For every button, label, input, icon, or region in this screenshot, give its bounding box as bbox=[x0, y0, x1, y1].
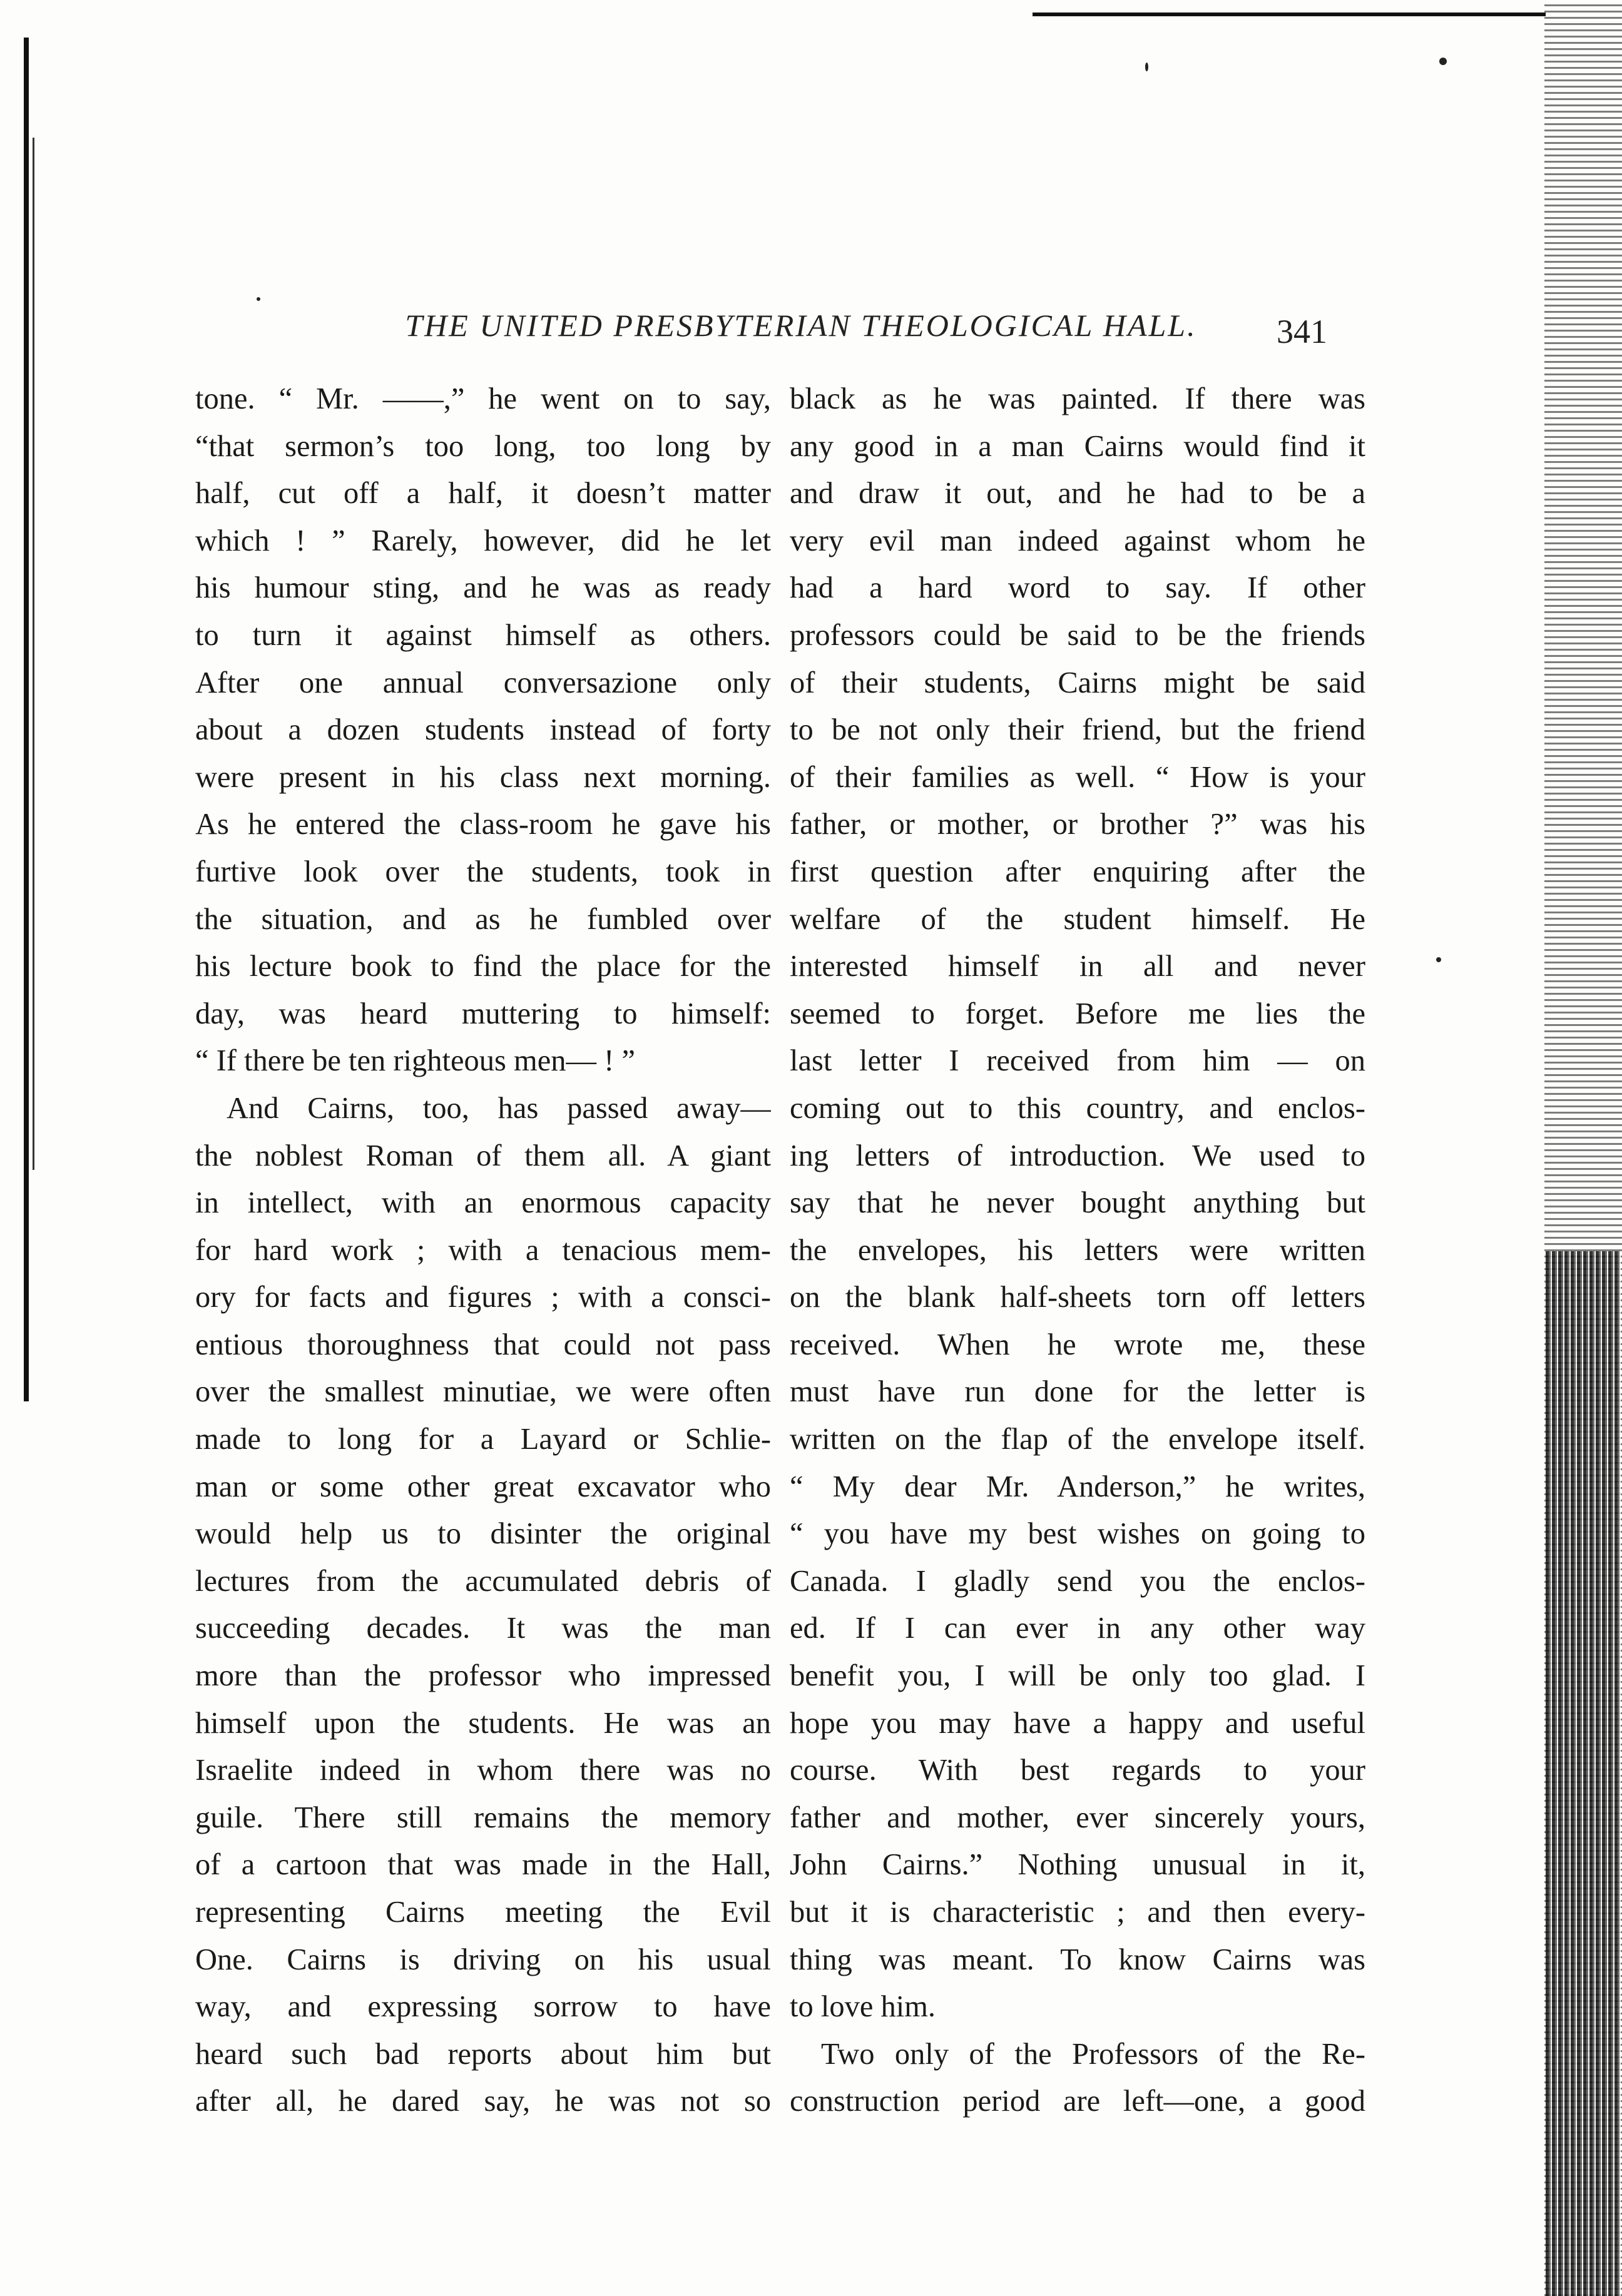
text-line: had a hard word to say. If other bbox=[790, 571, 1365, 605]
text-line: lectures from the accumulated debris of bbox=[195, 1564, 771, 1598]
text-line: day, was heard muttering to himself: bbox=[195, 997, 771, 1030]
text-line: John Cairns.” Nothing unusual in it, bbox=[790, 1848, 1365, 1882]
text-line: benefit you, I will be only too glad. I bbox=[790, 1659, 1365, 1693]
text-line: “ If there be ten righteous men— ! ” bbox=[195, 1044, 635, 1078]
text-line: after all, he dared say, he was not so bbox=[195, 2085, 771, 2118]
text-line: of their families as well. “ How is your bbox=[790, 760, 1365, 794]
text-line: guile. There still remains the memory bbox=[195, 1801, 771, 1834]
text-line: which ! ” Rarely, however, did he let bbox=[195, 524, 771, 557]
text-line: the envelopes, his letters were written bbox=[790, 1233, 1365, 1267]
text-line: last letter I received from him — on bbox=[790, 1044, 1365, 1078]
text-line: to turn it against himself as others. bbox=[195, 618, 771, 652]
text-line: to love him. bbox=[790, 1990, 936, 2024]
text-line: to be not only their friend, but the friend bbox=[790, 713, 1365, 747]
text-line: Two only of the Professors of the Re- bbox=[821, 2037, 1365, 2071]
text-line: representing Cairns meeting the Evil bbox=[195, 1896, 771, 1929]
text-line: ed. If I can ever in any other way bbox=[790, 1612, 1365, 1645]
scan-edge-line-left bbox=[33, 138, 34, 1170]
scan-speck bbox=[257, 297, 260, 301]
text-line: Israelite indeed in whom there was no bbox=[195, 1754, 771, 1787]
text-line: received. When he wrote me, these bbox=[790, 1328, 1365, 1361]
text-line: Canada. I gladly send you the enclos- bbox=[790, 1564, 1365, 1598]
text-line: way, and expressing sorrow to have bbox=[195, 1990, 771, 2024]
text-line: his lecture book to find the place for the bbox=[195, 950, 771, 983]
text-line: about a dozen students instead of forty bbox=[195, 713, 771, 747]
text-line: interested himself in all and never bbox=[790, 950, 1365, 983]
text-line: “ you have my best wishes on going to bbox=[790, 1517, 1365, 1551]
text-line: “ My dear Mr. Anderson,” he writes, bbox=[790, 1470, 1365, 1503]
text-line: were present in his class next morning. bbox=[195, 760, 771, 794]
text-line: “that sermon’s too long, too long by bbox=[195, 429, 771, 463]
text-line: half, cut off a half, it doesn’t matter bbox=[195, 477, 771, 511]
text-line: course. With best regards to your bbox=[790, 1754, 1365, 1787]
text-line: construction period are left—one, a good bbox=[790, 2085, 1365, 2118]
text-line: say that he never bought anything but bbox=[790, 1186, 1365, 1220]
text-column-right bbox=[790, 375, 1365, 2125]
text-line: father and mother, ever sincerely yours, bbox=[790, 1801, 1365, 1834]
text-line: over the smallest minutiae, we were often bbox=[195, 1375, 771, 1409]
scan-edge-shadow-left bbox=[24, 38, 29, 1401]
text-line: ing letters of introduction. We used to bbox=[790, 1139, 1365, 1172]
text-line: entious thoroughness that could not pass bbox=[195, 1328, 771, 1361]
text-line: black as he was painted. If there was bbox=[790, 382, 1365, 415]
text-line: of a cartoon that was made in the Hall, bbox=[195, 1848, 771, 1882]
text-line: made to long for a Layard or Schlie- bbox=[195, 1423, 771, 1456]
text-line: ory for facts and figures ; with a consci- bbox=[195, 1281, 771, 1314]
text-line: his humour sting, and he was as ready bbox=[195, 571, 771, 605]
text-line: but it is characteristic ; and then every- bbox=[790, 1896, 1365, 1929]
text-line: first question after enquiring after the bbox=[790, 855, 1365, 888]
scan-edge-rule-top bbox=[1033, 13, 1546, 16]
text-line: any good in a man Cairns would find it bbox=[790, 429, 1365, 463]
text-line: furtive look over the students, took in bbox=[195, 855, 771, 888]
text-line: seemed to forget. Before me lies the bbox=[790, 997, 1365, 1030]
text-line: himself upon the students. He was an bbox=[195, 1706, 771, 1740]
text-line: on the blank half-sheets torn off letters bbox=[790, 1281, 1365, 1314]
text-line: man or some other great excavator who bbox=[195, 1470, 771, 1503]
scan-speck bbox=[1439, 58, 1447, 65]
text-column-left bbox=[195, 375, 771, 2125]
text-line: And Cairns, too, has passed away— bbox=[227, 1091, 771, 1125]
text-line: the situation, and as he fumbled over bbox=[195, 902, 771, 936]
text-line: professors could be said to be the friends bbox=[790, 618, 1365, 652]
scan-speck bbox=[1145, 63, 1148, 71]
text-line: written on the flap of the envelope itself. bbox=[790, 1423, 1365, 1456]
text-line: would help us to disinter the original bbox=[195, 1517, 771, 1551]
text-line: tone. “ Mr. ——,” he went on to say, bbox=[195, 382, 771, 415]
text-line: After one annual conversazione only bbox=[195, 666, 771, 699]
text-line: in intellect, with an enormous capacity bbox=[195, 1186, 771, 1220]
text-line: for hard work ; with a tenacious mem- bbox=[195, 1233, 771, 1267]
text-line: thing was meant. To know Cairns was bbox=[790, 1943, 1365, 1976]
scan-speck bbox=[1436, 957, 1441, 962]
page-number: 341 bbox=[1277, 313, 1327, 350]
text-line: the noblest Roman of them all. A giant bbox=[195, 1139, 771, 1172]
text-line: heard such bad reports about him but bbox=[195, 2037, 771, 2071]
scan-edge-shadow-right bbox=[1546, 1251, 1621, 2296]
text-line: must have run done for the letter is bbox=[790, 1375, 1365, 1409]
text-line: welfare of the student himself. He bbox=[790, 902, 1365, 936]
text-line: father, or mother, or brother ?” was his bbox=[790, 808, 1365, 841]
text-line: of their students, Cairns might be said bbox=[790, 666, 1365, 699]
text-line: very evil man indeed against whom he bbox=[790, 524, 1365, 557]
text-line: As he entered the class-room he gave his bbox=[195, 808, 771, 841]
text-line: One. Cairns is driving on his usual bbox=[195, 1943, 771, 1976]
text-line: more than the professor who impressed bbox=[195, 1659, 771, 1693]
text-line: and draw it out, and he had to be a bbox=[790, 477, 1365, 511]
running-head: THE UNITED PRESBYTERIAN THEOLOGICAL HALL. bbox=[405, 308, 1197, 343]
text-line: succeeding decades. It was the man bbox=[195, 1612, 771, 1645]
text-line: coming out to this country, and enclos- bbox=[790, 1091, 1365, 1125]
text-line: hope you may have a happy and useful bbox=[790, 1706, 1365, 1740]
